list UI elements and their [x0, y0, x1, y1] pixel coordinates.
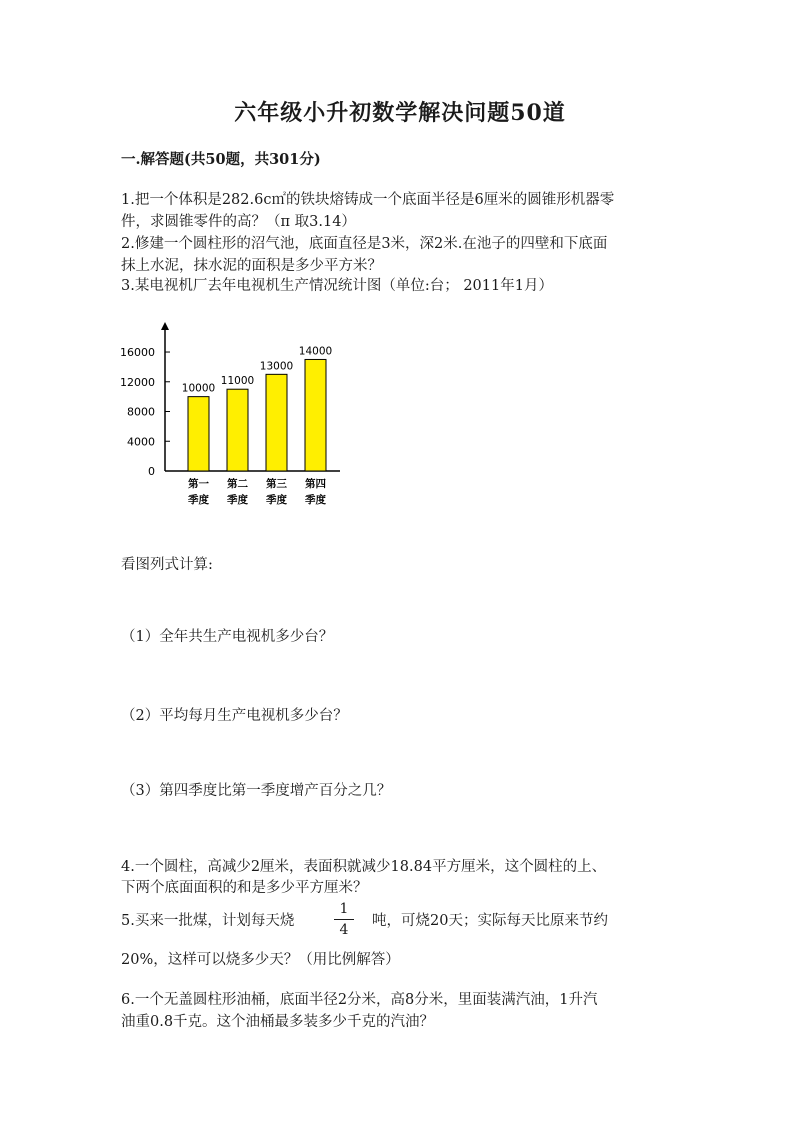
fraction-numerator: 1	[339, 901, 349, 917]
bar	[227, 389, 248, 471]
data-label: 10000	[181, 382, 216, 395]
fraction-bar	[334, 919, 354, 920]
question-6-line-2: 油重0.8千克。这个油桶最多装多少千克的汽油？	[121, 1014, 435, 1030]
category-label: 第四	[305, 478, 326, 490]
question-6-line-1: 6.一个无盖圆柱形油桶，底面半径2分米，高8分米，里面装满汽油，1升汽	[121, 992, 598, 1008]
question-5-line-1b: 吨，可烧20天；实际每天比原来节约	[372, 913, 608, 929]
section-heading: 一.解答题(共50题，共301分)	[121, 151, 321, 168]
y-tick-label: 12000	[120, 375, 155, 389]
question-2-line-2: 抹上水泥，抹水泥的面积是多少平方米？	[121, 258, 382, 274]
question-1-line-2: 件，求圆锥零件的高？（π 取3.14）	[121, 214, 356, 230]
question-1-line-1: 1.把一个体积是282.6c㎡的铁块熔铸成一个底面半径是6厘米的圆锥形机器零	[121, 192, 615, 208]
question-3-prompt: 看图列式计算:	[121, 557, 213, 573]
question-4-line-2: 下两个底面面积的和是多少平方厘米？	[121, 880, 368, 896]
question-5-line-1a: 5.买来一批煤，计划每天烧	[121, 913, 295, 929]
data-label: 14000	[298, 345, 333, 358]
category-label: 季度	[266, 494, 287, 506]
category-label: 季度	[305, 494, 326, 506]
y-axis-arrow	[161, 322, 169, 330]
data-label: 13000	[259, 360, 294, 373]
category-label: 第三	[266, 478, 287, 490]
fraction-one-quarter	[334, 901, 354, 938]
question-3-sub-1: （1）全年共生产电视机多少台？	[121, 629, 334, 645]
question-2-line-1: 2.修建一个圆柱形的沼气池，底面直径是3米，深2米.在池子的四壁和下底面	[121, 236, 608, 252]
category-label: 第一	[188, 478, 209, 490]
bar	[305, 359, 326, 471]
bar	[266, 374, 287, 471]
bar-chart	[110, 318, 360, 518]
category-label: 季度	[188, 494, 209, 506]
y-tick-label: 8000	[127, 405, 155, 419]
bar	[188, 397, 209, 471]
page-title: 六年级小升初数学解决问题50道	[234, 100, 566, 126]
question-3-sub-2: （2）平均每月生产电视机多少台？	[121, 708, 348, 724]
question-3-sub-3: （3）第四季度比第一季度增产百分之几？	[121, 783, 392, 799]
y-tick-label: 4000	[127, 435, 155, 449]
data-label: 11000	[220, 375, 255, 388]
question-4-line-1: 4.一个圆柱，高减少2厘米，表面积就减少18.84平方厘米，这个圆柱的上、	[121, 859, 607, 875]
y-tick-label: 0	[148, 465, 155, 478]
question-5-line-2: 20%，这样可以烧多少天？（用比例解答）	[121, 952, 400, 968]
category-label: 季度	[227, 494, 248, 506]
y-tick-label: 16000	[120, 346, 155, 360]
fraction-denominator: 4	[339, 922, 349, 938]
question-3-line-1: 3.某电视机厂去年电视机生产情况统计图（单位:台； 2011年1月）	[121, 278, 553, 294]
category-label: 第二	[227, 478, 248, 490]
